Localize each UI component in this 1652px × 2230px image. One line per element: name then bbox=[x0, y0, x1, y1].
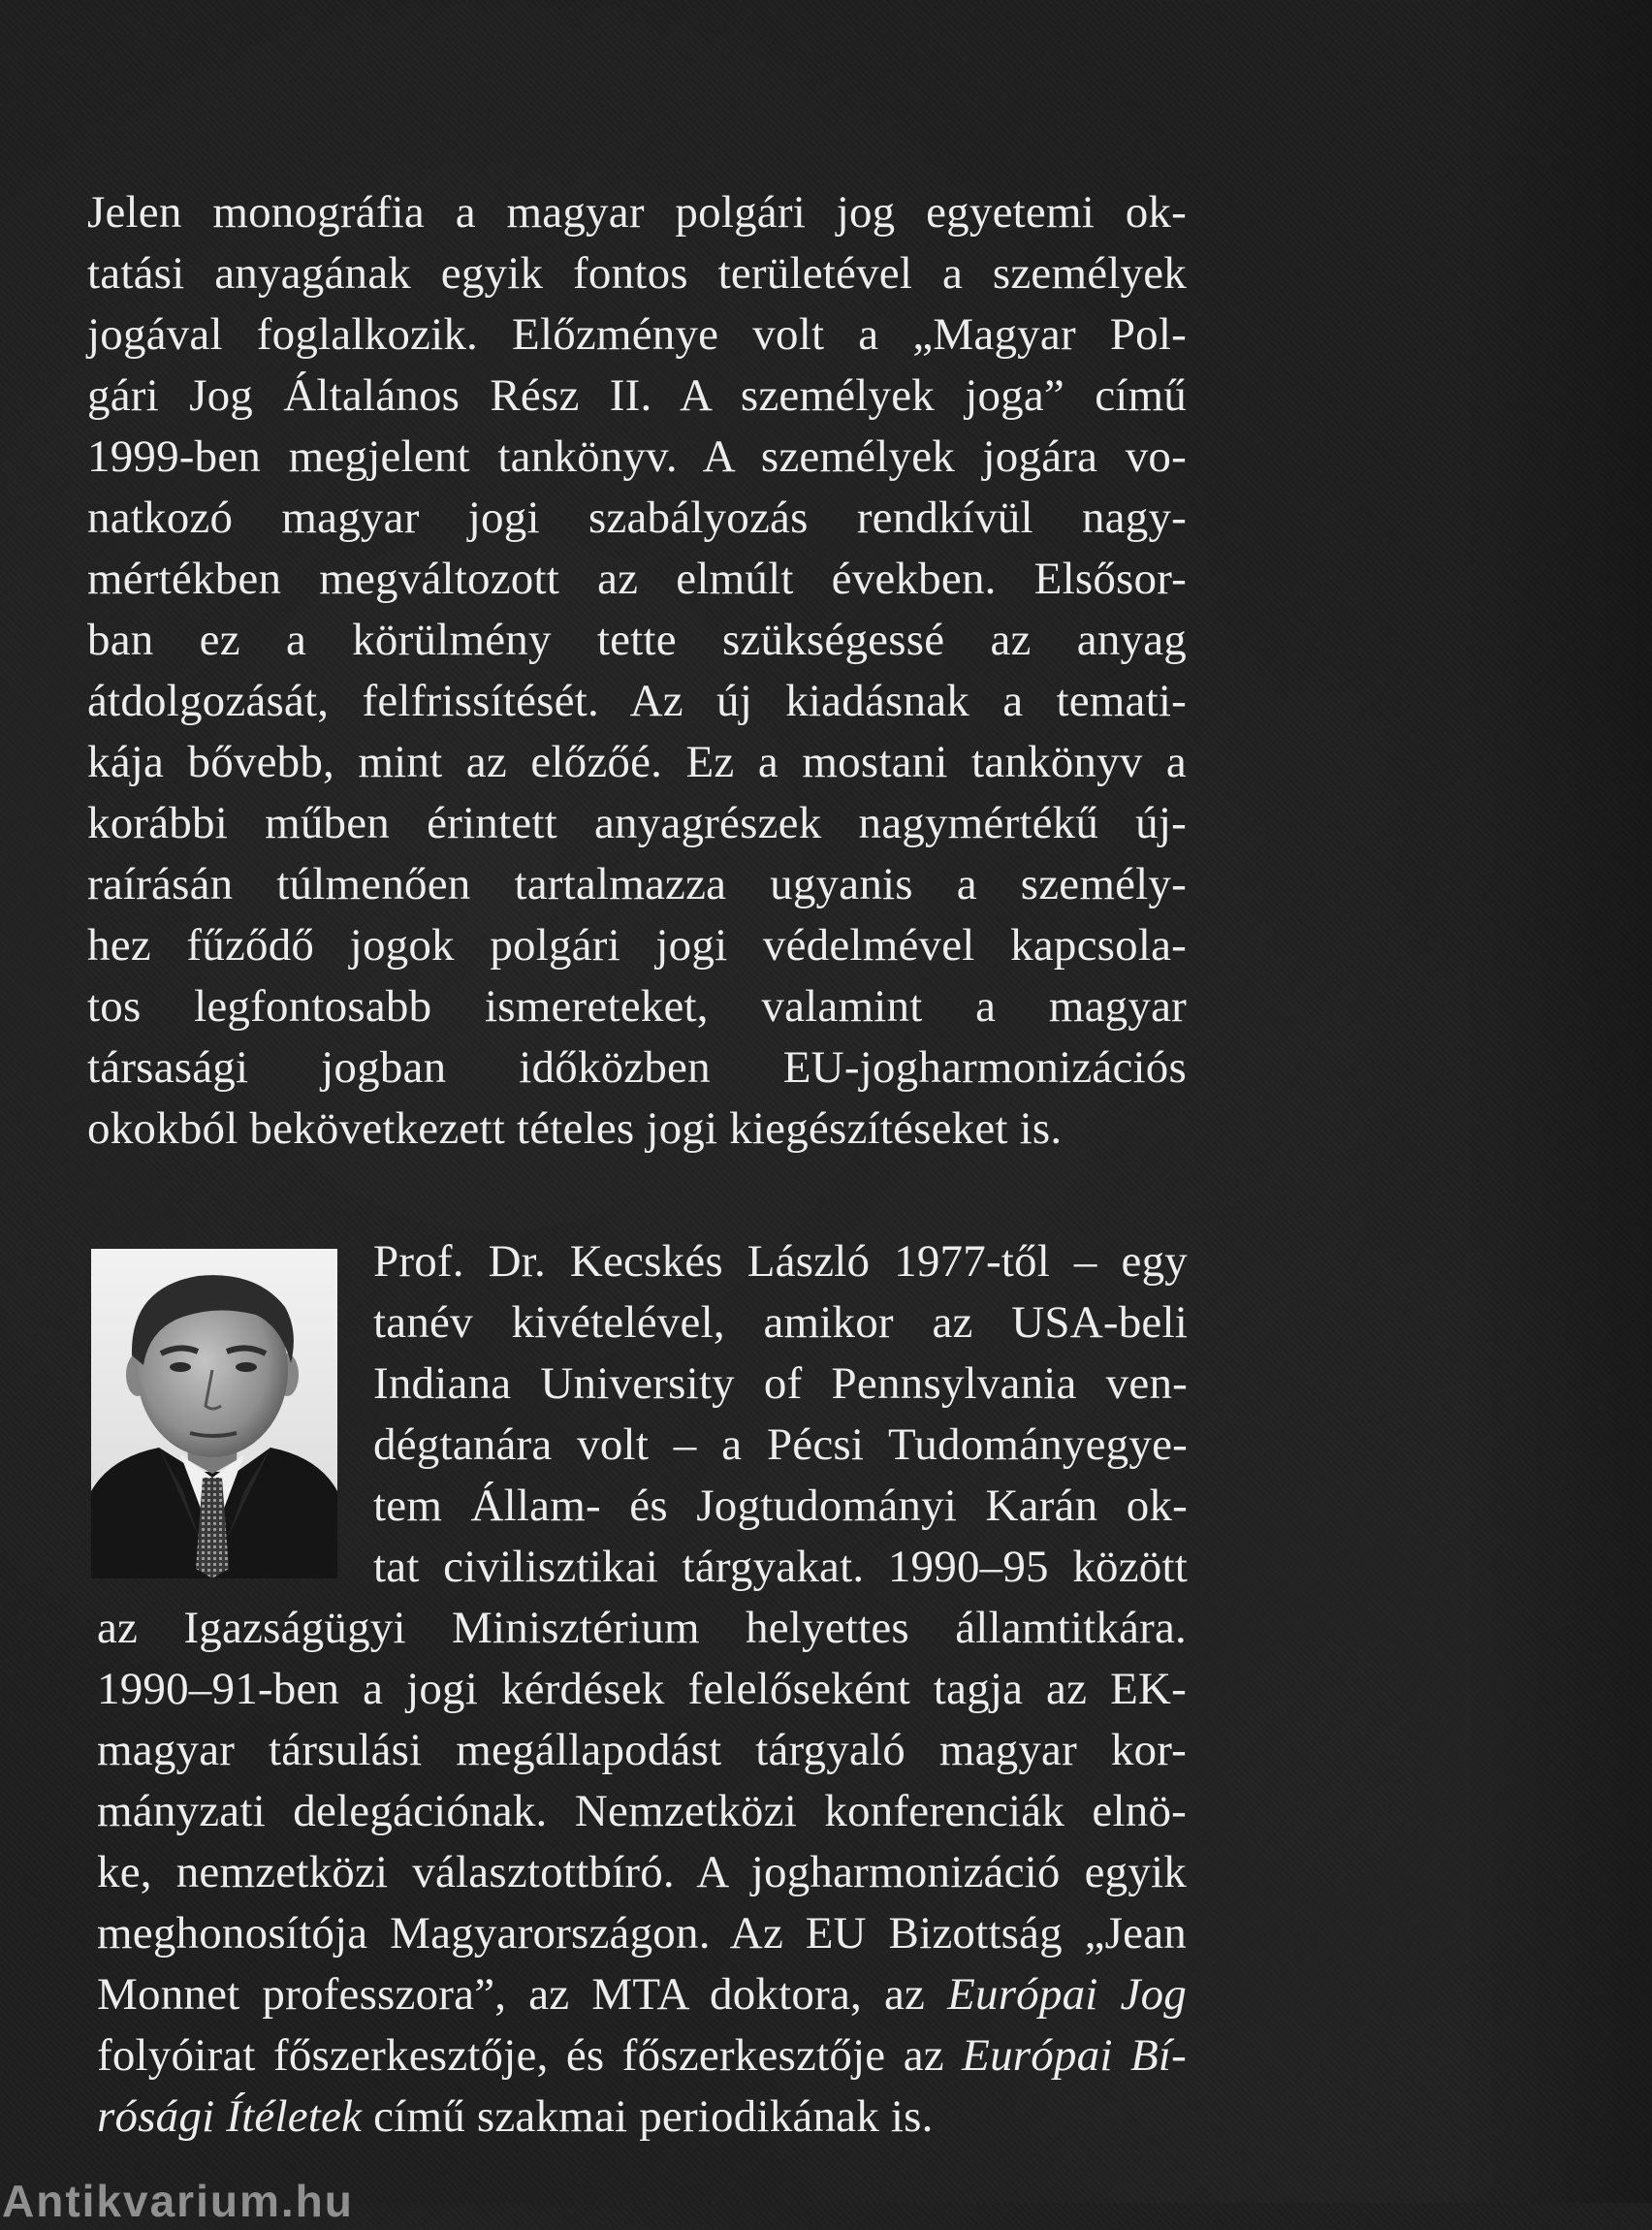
journal-title: Európai Jog bbox=[947, 1969, 1187, 2020]
intro-line: jogával foglalkozik. Előzménye volt a „Magyar Pol- bbox=[87, 309, 1187, 360]
bio-line: tanév kivételével, amikor az USA-beli bbox=[373, 1297, 1188, 1348]
bio-text: Monnet professzora”, az MTA doktora, az bbox=[97, 1969, 948, 2020]
intro-line: natkozó magyar jogi szabályozás rendkívül nagy- bbox=[87, 493, 1187, 543]
intro-line: korábbi műben érintett anyagrészek nagymértékű új- bbox=[87, 798, 1187, 848]
intro-line: tatási anyagának egyik fontos területével a személyek bbox=[87, 248, 1187, 299]
bio-line: Prof. Dr. Kecskés László 1977-től – egy bbox=[373, 1236, 1188, 1287]
journal-title: Európai Bí- bbox=[962, 2030, 1187, 2081]
bio-line: ke, nemzetközi választottbíró. A jogharmonizáció egyik bbox=[97, 1847, 1187, 1897]
intro-line: tos legfontosabb ismereteket, valamint a magyar bbox=[87, 981, 1187, 1032]
bio-text: folyóirat főszerkesztője, és főszerkesztője az bbox=[97, 2030, 963, 2081]
bio-paragraph-beside-photo bbox=[373, 1231, 1188, 1598]
intro-line: gári Jog Általános Rész II. A személyek joga” című bbox=[87, 370, 1187, 421]
cover-edge-shadow bbox=[1458, 0, 1652, 2203]
intro-line: mértékben megváltozott az elmúlt években. Elsősor- bbox=[87, 554, 1187, 604]
intro-line: Jelen monográfia a magyar polgári jog egyetemi ok- bbox=[87, 187, 1187, 238]
intro-line: hez fűződő jogok polgári jogi védelmével kapcsola- bbox=[87, 920, 1187, 971]
intro-line: ban ez a körülmény tette szükségessé az anyag bbox=[87, 615, 1187, 665]
bio-line: dégtanára volt – a Pécsi Tudományegye- bbox=[373, 1419, 1188, 1470]
bio-line: 1990–91-ben a jogi kérdések felelőseként tagja az EK- bbox=[97, 1664, 1187, 1714]
bio-line: mányzati delegációnak. Nemzetközi konferenciák elnö- bbox=[97, 1786, 1187, 1836]
bio-line: magyar társulási megállapodást tárgyaló magyar kor- bbox=[97, 1725, 1187, 1775]
intro-line: kája bővebb, mint az előzőé. Ez a mostani tankönyv a bbox=[87, 737, 1187, 787]
intro-line: 1999-ben megjelent tankönyv. A személyek jogára vo- bbox=[87, 431, 1187, 482]
bio-line-with-journal bbox=[97, 2025, 1187, 2087]
intro-paragraph bbox=[87, 182, 1187, 1160]
intro-line: okokból bekövetkezett tételes jogi kiegészítéseket is. bbox=[87, 1103, 1063, 1154]
bio-line: meghonosítója Magyarországon. Az EU Bizottság „Jean bbox=[97, 1908, 1187, 1959]
bio-line-with-journal bbox=[97, 2087, 1187, 2148]
bio-line-with-journal bbox=[97, 1964, 1187, 2025]
intro-line: raírásán túlmenően tartalmazza ugyanis a személy- bbox=[87, 859, 1187, 909]
bio-text: című szakmai periodikának is. bbox=[362, 2091, 934, 2142]
bio-line: az Igazságügyi Minisztérium helyettes államtitkára. bbox=[97, 1603, 1187, 1653]
bio-line: tem Állam- és Jogtudományi Karán ok- bbox=[373, 1481, 1188, 1531]
intro-line: társasági jogban időközben EU-jogharmonizációs bbox=[87, 1042, 1187, 1093]
bio-paragraph-continued bbox=[97, 1598, 1187, 2148]
intro-line: átdolgozását, felfrissítését. Az új kiadásnak a temati- bbox=[87, 676, 1187, 726]
author-portrait-icon bbox=[91, 1249, 337, 1578]
journal-title: rósági Ítéletek bbox=[97, 2091, 363, 2142]
watermark-text: Antikvarium.hu bbox=[2, 2176, 354, 2226]
bio-line: tat civilisztikai tárgyakat. 1990–95 között bbox=[373, 1542, 1188, 1592]
bio-line: Indiana University of Pennsylvania ven- bbox=[373, 1358, 1188, 1409]
